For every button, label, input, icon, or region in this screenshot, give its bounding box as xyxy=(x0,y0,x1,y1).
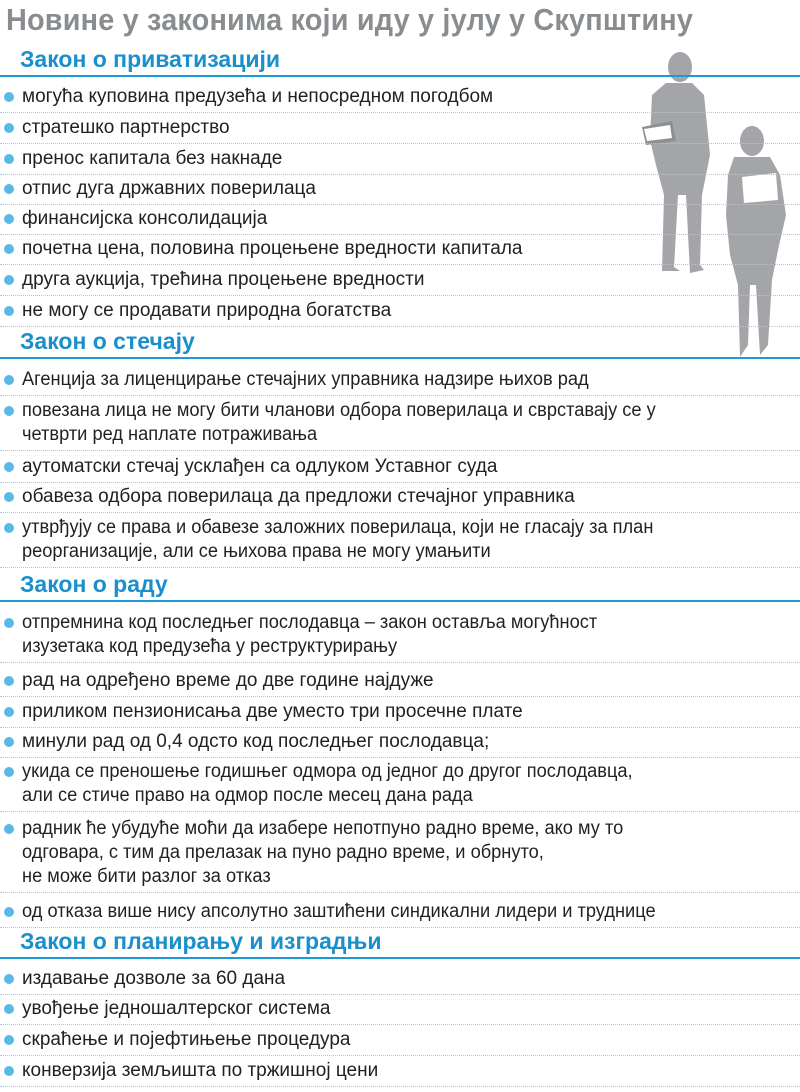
list-item xyxy=(0,365,800,396)
list-item xyxy=(0,204,800,235)
list-item-text: стратешко партнерство xyxy=(22,117,230,138)
bullet-icon xyxy=(4,824,14,834)
bullet-icon xyxy=(4,214,14,224)
bullet-icon xyxy=(4,974,14,984)
bullet-icon xyxy=(4,707,14,717)
list-item xyxy=(0,296,800,327)
bullet-icon xyxy=(4,492,14,502)
bullet-icon xyxy=(4,737,14,747)
list-item-text: утврђују се права и обавезе заложних поверилаца, који не гласају за план реорганизације, али се њихова права не могу умањити xyxy=(22,517,654,562)
list-item xyxy=(0,234,800,265)
bullet-icon xyxy=(4,92,14,102)
bullet-icon xyxy=(4,306,14,316)
list-item-text: скраћење и појефтињење процедура xyxy=(22,1029,351,1050)
list-item-text: укида се преношење годишњег одмора од једног до другог послодавца, али се стиче право на одмор после месец дана рада xyxy=(22,761,633,806)
list-item xyxy=(0,608,800,663)
section-heading-label: Закон о приватизацији xyxy=(20,46,281,72)
bullet-icon xyxy=(4,676,14,686)
section-heading xyxy=(0,927,800,959)
section-heading xyxy=(0,570,800,602)
list-item-text: конверзија земљишта по тржишној цени xyxy=(22,1060,379,1081)
list-item xyxy=(0,697,800,728)
list-item xyxy=(0,666,800,697)
list-item xyxy=(0,1025,800,1056)
bullet-icon xyxy=(4,907,14,917)
bullet-icon xyxy=(4,462,14,472)
list-item-text: од отказа више нису апсолутно заштићени синдикални лидери и труднице xyxy=(22,901,656,922)
list-item xyxy=(0,265,800,296)
bullet-icon xyxy=(4,275,14,285)
list-item-text: почетна цена, половина процењене вредности капитала xyxy=(22,238,523,259)
list-item xyxy=(0,757,800,812)
section-heading-label: Закон о стечају xyxy=(20,328,195,354)
section-heading-label: Закон о планирању и изградњи xyxy=(20,928,382,954)
bullet-icon xyxy=(4,184,14,194)
list-item xyxy=(0,814,800,893)
list-item-text: издавање дозволе за 60 дана xyxy=(22,968,286,989)
list-item xyxy=(0,727,800,758)
list-item xyxy=(0,1056,800,1087)
list-item-text: обавеза одбора поверилаца да предложи стечајног управника xyxy=(22,486,575,507)
bullet-icon xyxy=(4,618,14,628)
list-item xyxy=(0,396,800,451)
bullet-icon xyxy=(4,154,14,164)
bullet-icon xyxy=(4,244,14,254)
list-item xyxy=(0,113,800,144)
list-item xyxy=(0,897,800,928)
bullet-icon xyxy=(4,375,14,385)
list-item-text: минули рад од 0,4 одсто код последњег послодавца; xyxy=(22,731,490,752)
bullet-icon xyxy=(4,1066,14,1076)
list-item xyxy=(0,174,800,205)
bullet-icon xyxy=(4,767,14,777)
list-item-text: отпис дуга државних поверилаца xyxy=(22,178,316,199)
page-title: Новине у законима који иду у јулу у Скупштину xyxy=(6,2,694,37)
section-heading xyxy=(0,327,800,359)
bullet-icon xyxy=(4,406,14,416)
list-item xyxy=(0,964,800,995)
bullet-icon xyxy=(4,123,14,133)
list-item-text: пренос капитала без накнаде xyxy=(22,148,283,169)
list-item xyxy=(0,144,800,175)
list-item-text: приликом пензионисања две уместо три просечне плате xyxy=(22,701,523,722)
bullet-icon xyxy=(4,1004,14,1014)
list-item-text: Агенција за лиценцирање стечајних управника надзире њихов рад xyxy=(22,369,589,390)
list-item-text: рад на одређено време до две године најдуже xyxy=(22,670,434,691)
section-heading xyxy=(0,45,800,77)
list-item xyxy=(0,82,800,113)
list-item xyxy=(0,452,800,483)
list-item-text: увођење једношалтерског система xyxy=(22,998,331,1019)
list-item xyxy=(0,482,800,513)
section-heading-label: Закон о раду xyxy=(20,571,168,597)
list-item-text: друга аукција, трећина процењене вредности xyxy=(22,269,425,290)
list-item-text: радник ће убудуће моћи да изабере непотпуно радно време, ако му то одговара, с тим да прелазак на пуно радно време, и обрнуто, не може бити разлог за отказ xyxy=(22,818,624,887)
bullet-icon xyxy=(4,523,14,533)
bullet-icon xyxy=(4,1035,14,1045)
list-item-text: финансијска консолидација xyxy=(22,208,268,229)
list-item-text: аутоматски стечај усклађен са одлуком Уставног суда xyxy=(22,456,498,477)
list-item xyxy=(0,513,800,568)
list-item-text: повезана лица не могу бити чланови одбора поверилаца и сврставају се у четврти ред наплате потраживања xyxy=(22,400,656,445)
list-item-text: могућа куповина предузећа и непосредном погодбом xyxy=(22,86,494,107)
list-item xyxy=(0,994,800,1025)
list-item-text: отпремнина код последњег послодавца – закон оставља могућност изузетака код предузећа у реструктурирању xyxy=(22,612,598,657)
list-item-text: не могу се продавати природна богатства xyxy=(22,300,392,321)
